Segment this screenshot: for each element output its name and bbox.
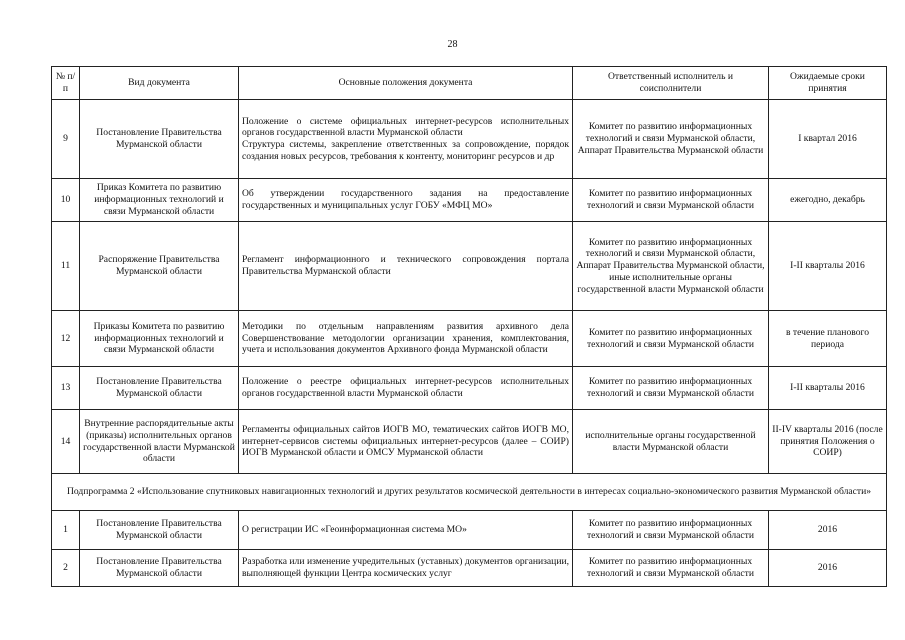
table-row [52, 311, 887, 367]
subprogram-row [52, 474, 887, 511]
header-responsible: Ответственный исполнитель и соисполнители [573, 67, 769, 100]
adoption-term: I-II кварталы 2016 [769, 367, 887, 410]
document-provisions: Регламенты официальных сайтов ИОГВ МО, тематических сайтов ИОГВ МО, интернет-сервисов системы официальных интернет-ресурсов (далее – СОИР) ИОГВ Мурманской области и ОМСУ Мурманской области [239, 410, 573, 474]
responsible-executor: Комитет по развитию информационных технологий и связи Мурманской области [573, 179, 769, 222]
document-provisions: Положение о реестре официальных интернет-ресурсов исполнительных органов государственной власти Мурманской области [239, 367, 573, 410]
responsible-executor: Комитет по развитию информационных технологий и связи Мурманской области [573, 311, 769, 367]
document-type: Постановление Правительства Мурманской области [80, 367, 239, 410]
adoption-term: ежегодно, декабрь [769, 179, 887, 222]
page-number: 28 [447, 39, 458, 50]
row-number: 14 [52, 410, 80, 474]
adoption-term: в течение планового периода [769, 311, 887, 367]
document-provisions: О регистрации ИС «Геоинформационная система МО» [239, 511, 573, 550]
row-number: 11 [52, 222, 80, 311]
row-number: 2 [52, 550, 80, 587]
table-header-row [52, 67, 887, 100]
table-row [52, 179, 887, 222]
document-provisions: Методики по отдельным направлениям развития архивного дела Совершенствование методологии организации хранения, комплектования, учета и использования документов Архивного фонда Мурманской области [239, 311, 573, 367]
document-type: Постановление Правительства Мурманской области [80, 550, 239, 587]
provision-line: Положение о системе официальных интернет-ресурсов исполнительных органов государственной власти Мурманской области [242, 115, 569, 139]
adoption-term: 2016 [769, 511, 887, 550]
responsible-executor: Комитет по развитию информационных технологий и связи Мурманской области [573, 550, 769, 587]
row-number: 9 [52, 100, 80, 179]
subprogram-title: Подпрограмма 2 «Использование спутниковых навигационных технологий и других результатов космической деятельности в интересах социально-экономического развития Мурманской области» [52, 474, 887, 511]
responsible-executor: Комитет по развитию информационных технологий и связи Мурманской области, Аппарат Правительства Мурманской области, иные исполнительные органы государственной власти Мурманской области [573, 222, 769, 311]
responsible-executor: исполнительные органы государственной власти Мурманской области [573, 410, 769, 474]
header-provisions: Основные положения документа [239, 67, 573, 100]
adoption-term: I квартал 2016 [769, 100, 887, 179]
row-number: 1 [52, 511, 80, 550]
document-provisions: Разработка или изменение учредительных (уставных) документов организации, выполняющей функции Центра космических услуг [239, 550, 573, 587]
document-type: Постановление Правительства Мурманской области [80, 100, 239, 179]
table-row [52, 367, 887, 410]
row-number: 13 [52, 367, 80, 410]
responsible-executor: Комитет по развитию информационных технологий и связи Мурманской области [573, 511, 769, 550]
adoption-term: II-IV кварталы 2016 (после принятия Положения о СОИР) [769, 410, 887, 474]
document-type: Приказ Комитета по развитию информационных технологий и связи Мурманской области [80, 179, 239, 222]
table-row [52, 100, 887, 179]
document-provisions: Об утверждении государственного задания на предоставление государственных и муниципальных услуг ГОБУ «МФЦ МО» [239, 179, 573, 222]
adoption-term: 2016 [769, 550, 887, 587]
document-provisions [239, 100, 573, 179]
table-row [52, 550, 887, 587]
row-number: 12 [52, 311, 80, 367]
document-provisions: Регламент информационного и технического сопровождения портала Правительства Мурманской области [239, 222, 573, 311]
header-num: № п/п [52, 67, 80, 100]
responsible-executor: Комитет по развитию информационных технологий и связи Мурманской области, Аппарат Правительства Мурманской области [573, 100, 769, 179]
table-row [52, 511, 887, 550]
header-term: Ожидаемые сроки принятия [769, 67, 887, 100]
document-type: Распоряжение Правительства Мурманской области [80, 222, 239, 311]
table-row [52, 410, 887, 474]
provision-line: Структура системы, закрепление ответственных за сопровождение, порядок создания новых ресурсов, требования к контенту, мониторинг ресурсов и др [242, 139, 569, 162]
responsible-executor: Комитет по развитию информационных технологий и связи Мурманской области [573, 367, 769, 410]
document-type: Постановление Правительства Мурманской области [80, 511, 239, 550]
document-type: Приказы Комитета по развитию информационных технологий и связи Мурманской области [80, 311, 239, 367]
document-type: Внутренние распорядительные акты (приказы) исполнительных органов государственной власти Мурманской области [80, 410, 239, 474]
header-document-type: Вид документа [80, 67, 239, 100]
adoption-term: I-II кварталы 2016 [769, 222, 887, 311]
documents-table [51, 66, 887, 587]
row-number: 10 [52, 179, 80, 222]
table-row [52, 222, 887, 311]
